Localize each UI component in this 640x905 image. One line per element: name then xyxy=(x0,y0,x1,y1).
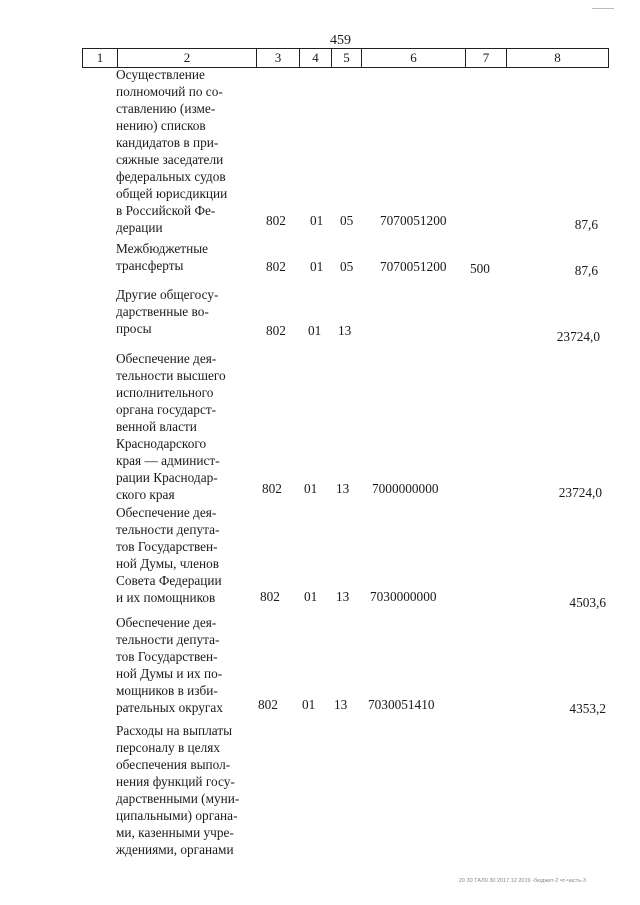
row-6-description: Обеспечение дея- тельности депута- тов Государствен- ной Думы и их по- мощников в изби- рательных округах xyxy=(116,615,223,715)
row-3-description: Другие общегосу- дарственные во- просы xyxy=(116,287,219,336)
row-2-col-8: 87,6 xyxy=(574,263,598,278)
row-5-col-8: 4503,6 xyxy=(569,595,606,610)
row-1-col-5: 05 xyxy=(340,213,354,228)
row-4-col-5: 13 xyxy=(336,481,350,496)
row-1-col-8: 87,6 xyxy=(574,217,598,232)
header-col-7: 7 xyxy=(466,49,507,67)
row-5-col-6: 7030000000 xyxy=(370,589,437,604)
row-4-col-4: 01 xyxy=(304,481,318,496)
row-1-col-4: 01 xyxy=(310,213,324,228)
row-5-col-4: 01 xyxy=(304,589,318,604)
row-3-col-8: 23724,0 xyxy=(556,329,600,344)
row-4-col-6: 7000000000 xyxy=(372,481,439,496)
header-col-1: 1 xyxy=(83,49,118,67)
header-col-8: 8 xyxy=(554,50,561,65)
row-2-col-3: 802 xyxy=(266,259,286,274)
row-1-col-6: 7070051200 xyxy=(380,213,447,228)
header-col-6: 6 xyxy=(362,49,466,67)
row-6-col-5: 13 xyxy=(334,697,348,712)
header-col-4: 4 xyxy=(300,49,332,67)
row-5-description: Обеспечение дея- тельности депута- тов Государствен- ной Думы, членов Совета Федерации и их помощников xyxy=(116,505,222,605)
header-col-3: 3 xyxy=(257,49,300,67)
page-number: 459 xyxy=(330,33,351,48)
document-footer: 20 30 ТАЛ0 30 2017.12 2019 -бюджет-2 чт-часть-3 xyxy=(458,878,586,884)
row-4-col-3: 802 xyxy=(262,481,282,496)
row-1-col-3: 802 xyxy=(266,213,286,228)
header-col-2: 2 xyxy=(118,49,257,67)
scan-mark xyxy=(592,8,614,9)
row-1-description: Осуществление полномочий по со- ставлению (изме- нению) списков кандидатов в при- сяжные заседатели федеральных судов общей юрисдикции в Российской Фе- дерации xyxy=(116,67,228,235)
row-4-description: Обеспечение дея- тельности высшего исполнительного органа государст- венной власти Краснодарского края — админист- рации Краснодар- ского края xyxy=(116,351,226,502)
row-6-col-4: 01 xyxy=(302,697,316,712)
row-3-col-3: 802 xyxy=(266,323,286,338)
row-3-col-4: 01 xyxy=(308,323,322,338)
row-5-col-3: 802 xyxy=(260,589,280,604)
row-5-col-5: 13 xyxy=(336,589,350,604)
row-4-col-8: 23724,0 xyxy=(558,485,602,500)
row-7-description: Расходы на выплаты персоналу в целях обеспечения выпол- нения функций госу- дарственными (муни- ципальными) органа- ми, казенными учре- ждениями, органами xyxy=(116,723,240,857)
header-col-5: 5 xyxy=(332,49,362,67)
row-6-col-8: 4353,2 xyxy=(569,701,606,716)
row-2-col-7: 500 xyxy=(470,261,490,276)
row-6-col-6: 7030051410 xyxy=(368,697,435,712)
row-2-description: Межбюджетные трансферты xyxy=(116,241,209,273)
row-6-col-3: 802 xyxy=(258,697,278,712)
row-2-col-5: 05 xyxy=(340,259,354,274)
table-header xyxy=(82,48,609,68)
row-2-col-4: 01 xyxy=(310,259,324,274)
row-2-col-6: 7070051200 xyxy=(380,259,447,274)
row-3-col-5: 13 xyxy=(338,323,352,338)
